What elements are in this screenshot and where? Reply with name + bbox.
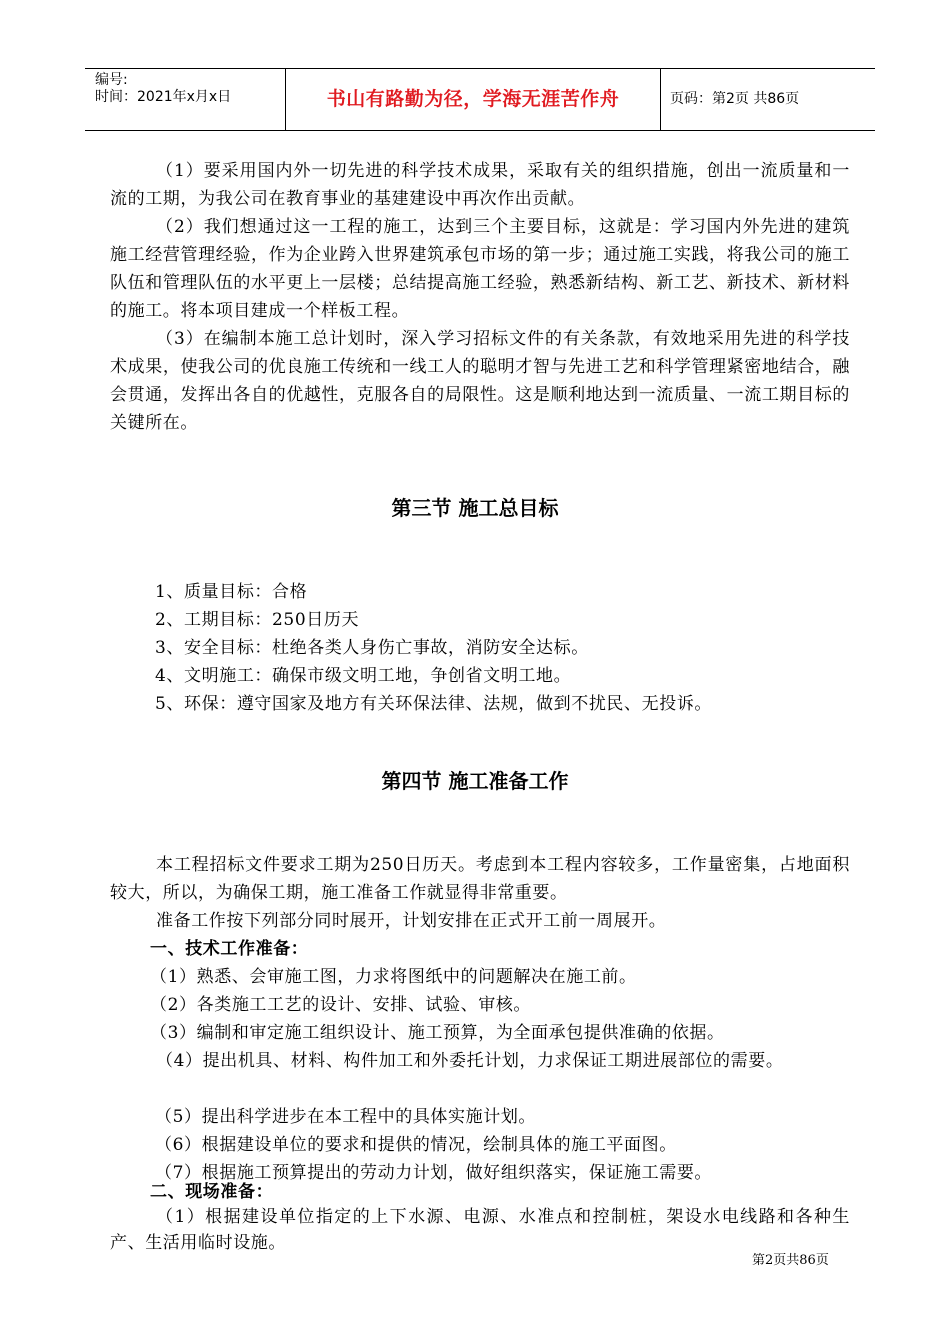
tech-item-4: （4）提出机具、材料、构件加工和外委托计划，力求保证工期进展部位的需要。 [156, 1051, 784, 1071]
header-motto: 书山有路勤为径，学海无涯苦作舟 [285, 69, 661, 130]
section-4-paragraph-1: 本工程招标文件要求工期为250日历天。考虑到本工程内容较多，工作量密集，占地面积较大，所以，为确保工期，施工准备工作就显得非常重要。 [110, 855, 850, 903]
section-3-title: 第三节 施工总目标 [391, 496, 559, 520]
tech-prep-heading: 一、技术工作准备： [150, 939, 309, 959]
goal-item-2: 2、工期目标：250日历天 [155, 610, 360, 630]
time-label: 时间：2021年x月x日 [95, 89, 232, 105]
site-item-1: （1）根据建设单位指定的上下水源、电源、水准点和控制桩，架设水电线路和各种生产、生活用临时设施。 [110, 1207, 850, 1253]
tech-item-7: （7）根据施工预算提出的劳动力计划，做好组织落实，保证施工需要。 [155, 1163, 713, 1183]
footer-page-number: 第2页共86页 [752, 1253, 829, 1268]
header-page-label: 页码：第2页 共86页 [670, 91, 800, 107]
tech-item-6: （6）根据建设单位的要求和提供的情况，绘制具体的施工平面图。 [155, 1135, 677, 1155]
section-4-paragraph-2: 准备工作按下列部分同时展开，计划安排在正式开工前一周展开。 [156, 911, 667, 931]
intro-paragraph-2: （2）我们想通过这一工程的施工，达到三个主要目标，这就是：学习国内外先进的建筑施工经营管理经验，作为企业跨入世界建筑承包市场的第一步；通过施工实践，将我公司的施工队伍和管理队伍的水平更上一层楼；总结提高施工经验，熟悉新结构、新工艺、新技术、新材料的施工。将本项目建成一个样板工程。 [110, 217, 850, 321]
goal-item-5: 5、环保：遵守国家及地方有关环保法律、法规，做到不扰民、无投诉。 [155, 694, 713, 714]
tech-item-1: （1）熟悉、会审施工图，力求将图纸中的问题解决在施工前。 [150, 967, 637, 987]
header-meta [85, 69, 285, 130]
number-label: 编号: [95, 72, 128, 88]
site-prep-heading: 二、现场准备： [150, 1182, 274, 1202]
tech-item-5: （5）提出科学进步在本工程中的具体实施计划。 [155, 1107, 537, 1127]
intro-paragraph-1: （1）要采用国内外一切先进的科学技术成果，采取有关的组织措施，创出一流质量和一流的工期，为我公司在教育事业的基建建设中再次作出贡献。 [110, 161, 850, 209]
tech-item-3: （3）编制和审定施工组织设计、施工预算，为全面承包提供准确的依据。 [150, 1023, 725, 1043]
goal-item-1: 1、质量目标：合格 [155, 582, 308, 602]
tech-item-2: （2）各类施工工艺的设计、安排、试验、审核。 [150, 995, 532, 1015]
goal-item-3: 3、安全目标：杜绝各类人身伤亡事故，消防安全达标。 [155, 638, 589, 658]
goal-item-4: 4、文明施工：确保市级文明工地，争创省文明工地。 [155, 666, 572, 686]
page-header [85, 68, 875, 131]
intro-paragraph-3: （3）在编制本施工总计划时，深入学习招标文件的有关条款，有效地采用先进的科学技术成果，使我公司的优良施工传统和一线工人的聪明才智与先进工艺和科学管理紧密地结合，融会贯通，发挥出各自的优越性，克服各自的局限性。这是顺利地达到一流质量、一流工期目标的关键所在。 [110, 329, 850, 433]
section-4-title: 第四节 施工准备工作 [381, 769, 569, 793]
